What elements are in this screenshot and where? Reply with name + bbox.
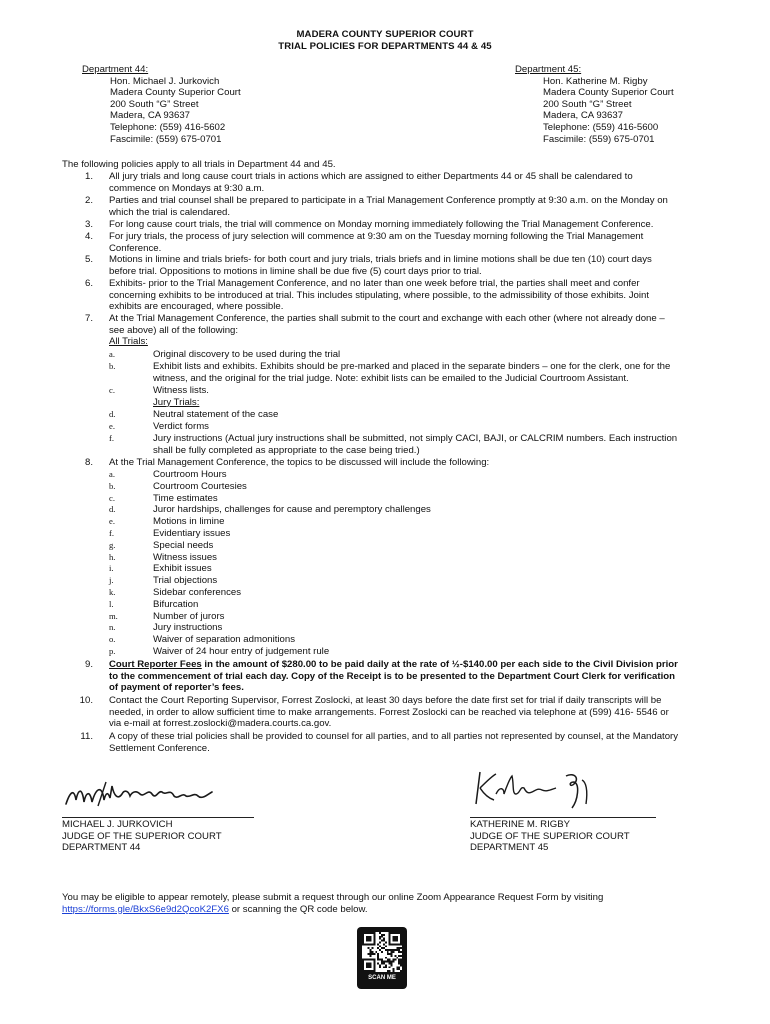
policy-line <box>109 659 678 671</box>
court-reporter-fees-label: Court Reporter Fees <box>109 659 202 670</box>
policy-8: At the Trial Management Conference, the topics to be discussed will include the following: <box>109 457 490 468</box>
dept44-line: Fascimile: (559) 675-0701 <box>110 133 222 145</box>
signature-line-right <box>470 817 656 818</box>
policy-line: Exhibit lists and exhibits. Exhibits should be pre-marked and placed in the separate binders – one for the clerk, one for the <box>153 361 671 372</box>
policy-7e: Verdict forms <box>153 421 209 432</box>
policy-8-topic: Witness issues <box>153 551 217 563</box>
department-45-title: Department 45: <box>515 64 582 75</box>
item-letter: p. <box>109 646 116 656</box>
policy-9 <box>109 659 678 694</box>
qr-code-card[interactable] <box>357 927 407 989</box>
item-number: 4. <box>84 231 93 242</box>
item-letter: n. <box>109 622 116 633</box>
policy-1 <box>109 171 633 194</box>
policy-line: Witness lists. <box>153 385 209 396</box>
item-letter: f. <box>109 528 115 538</box>
policy-line: shall be fully completed as appropriate to the case being tried.) <box>153 444 420 456</box>
policy-8-topic: Motions in limine <box>153 516 225 528</box>
item-letter: i. <box>109 563 114 574</box>
policy-line: Contact the Court Reporting Supervisor, Forrest Zoslocki, at least 30 days before the date first set for trial if daily transcripts will be <box>109 695 662 706</box>
policy-line: concerning exhibits to be introduced at trial. This includes stipulating, where possible, to the admissibility of those exhibits. Joint <box>109 289 650 301</box>
policy-8-topic: Bifurcation <box>153 598 199 610</box>
dept44-line: Telephone: (559) 416-5602 <box>110 121 226 133</box>
policy-line: witness, and the original for the trial judge. Note: exhibit lists can be emailed to the Judicial Courtroom Assistant. <box>153 372 629 384</box>
policy-7b <box>153 361 670 384</box>
policy-5 <box>109 254 652 277</box>
policy-line: needed, in order to allow sufficient time to make arrangements. Forrest Zoslocki can be reached via telephone at (599) 416- 5546 or <box>109 706 669 718</box>
dept44-line: Hon. Michael J. Jurkovich <box>110 75 220 87</box>
item-letter: c. <box>109 492 115 503</box>
policy-line: For long cause court trials, the trial will commence on Monday morning immediately following the Trial Management Conference. <box>109 219 654 230</box>
policy-line: Settlement Conference. <box>109 742 210 754</box>
dept45-line: 200 South “G” Street <box>543 98 632 110</box>
policy-7 <box>109 313 665 348</box>
item-letter: b. <box>109 480 116 491</box>
policy-6 <box>109 278 649 313</box>
court-name-heading: MADERA COUNTY SUPERIOR COURT <box>296 29 474 40</box>
policy-11 <box>109 731 678 754</box>
policy-line: Motions in limine and trials briefs- for both court and jury trials, trials briefs and in limine motions shall be due ten (10) court days <box>109 254 652 265</box>
jury-trials-subheading: Jury Trials: <box>153 396 200 408</box>
policy-line: of payment of reporter’s fees. <box>109 682 244 694</box>
policy-text: in the amount of $280.00 to be paid daily at the rate of ½-$140.00 per each side to the Civil Division prior <box>201 659 678 670</box>
remote-appearance-notice <box>62 892 603 915</box>
item-number: 6. <box>84 278 93 289</box>
policy-line: Exhibits- prior to the Trial Management Conference, and no later than one week before trial, the parties shall meet and confer <box>109 278 640 289</box>
item-letter: j. <box>109 575 114 586</box>
policy-line: Conference. <box>109 242 162 254</box>
policy-7c <box>153 385 209 408</box>
policy-3 <box>109 219 653 231</box>
item-number: 3. <box>84 219 93 230</box>
item-number: 10. <box>79 695 93 706</box>
item-letter: c. <box>109 385 115 395</box>
policy-line: At the Trial Management Conference, the parties shall submit to the court and exchange with each other (where not already done – <box>109 313 665 324</box>
qr-pattern-icon <box>362 932 402 972</box>
policy-8-topic: Jury instructions <box>153 622 223 634</box>
policy-8-topic: Sidebar conferences <box>153 587 241 598</box>
signature-block-right <box>470 819 630 854</box>
item-letter: o. <box>109 634 116 645</box>
item-letter: a. <box>109 469 115 479</box>
department-44-title: Department 44: <box>82 64 149 75</box>
policy-line: For jury trials, the process of jury selection will commence at 9:30 am on the Tuesday morning following the Trial Management <box>109 231 644 242</box>
judge-name: KATHERINE M. RIGBY <box>470 819 571 830</box>
rigby-signature-icon <box>470 764 600 814</box>
jurkovich-signature-icon <box>62 774 222 814</box>
item-number: 2. <box>84 195 93 206</box>
item-number: 9. <box>84 659 93 670</box>
judge-name: MICHAEL J. JURKOVICH <box>62 819 173 830</box>
item-number: 7. <box>84 313 93 324</box>
policy-10 <box>109 695 669 730</box>
remote-line <box>62 904 603 916</box>
item-letter: l. <box>109 598 114 609</box>
dept44-line: Madera, CA 93637 <box>110 110 191 122</box>
item-letter: h. <box>109 551 116 562</box>
policy-line: exhibits are encouraged, where possible. <box>109 301 284 313</box>
item-letter: m. <box>109 610 118 621</box>
policy-line: commence on Mondays at 9:30 a.m. <box>109 182 265 194</box>
policy-line: A copy of these trial policies shall be provided to counsel for all parties, and to all parties not represented by counsel, at the Mandatory <box>109 731 679 742</box>
judge-title: JUDGE OF THE SUPERIOR COURT <box>470 830 630 842</box>
policies-title-heading: TRIAL POLICIES FOR DEPARTMENTS 44 & 45 <box>278 41 492 52</box>
judge-department: DEPARTMENT 44 <box>62 842 141 854</box>
dept45-line: Madera, CA 93637 <box>543 110 624 122</box>
item-letter: k. <box>109 587 116 597</box>
item-letter: g. <box>109 539 116 550</box>
dept45-line: Fascimile: (559) 675-0701 <box>543 133 655 145</box>
dept45-line: Telephone: (559) 416-5600 <box>543 121 659 133</box>
policy-7f <box>153 433 677 456</box>
dept44-line: 200 South “G” Street <box>110 98 199 110</box>
zoom-request-form-link[interactable]: https://forms.gle/BkxS6e9d2QcoK2FX6 <box>62 903 229 915</box>
remote-line: You may be eligible to appear remotely, please submit a request through our online Zoom Appearance Request Form by visiting <box>62 892 604 903</box>
policy-8-topic: Number of jurors <box>153 610 225 622</box>
qr-code-icon <box>362 932 402 972</box>
dept44-line: Madera County Superior Court <box>110 87 241 99</box>
policy-line: see above) all of the following: <box>109 324 239 336</box>
remote-text: or scanning the QR code below. <box>228 903 368 915</box>
policy-2 <box>109 195 668 218</box>
policy-7a: Original discovery to be used during the trial <box>153 349 341 360</box>
item-number: 11. <box>80 731 93 742</box>
item-letter: a. <box>109 349 115 359</box>
policy-8-topic: Trial objections <box>153 575 218 587</box>
item-letter: d. <box>109 504 116 515</box>
policy-line: to the commencement of trial each day. Copy of the Receipt is to be presented to the Department Court Clerk for verification <box>109 670 675 682</box>
item-letter: e. <box>109 516 115 527</box>
policy-8-topic: Waiver of 24 hour entry of judgement rule <box>153 646 330 657</box>
intro-text: The following policies apply to all trials in Department 44 and 45. <box>62 159 336 170</box>
policy-8-topic: Courtroom Courtesies <box>153 480 247 492</box>
policy-line: before trial. Oppositions to motions in limine shall be due five (5) court days prior to trial. <box>109 265 482 277</box>
policy-line: All jury trials and long cause court trials in actions which are assigned to either Departments 44 or 45 shall be calendared to <box>109 171 633 182</box>
policy-4 <box>109 231 643 254</box>
dept45-line: Madera County Superior Court <box>543 87 674 99</box>
policy-8-topic: Waiver of separation admonitions <box>153 634 296 646</box>
policy-8-topic: Evidentiary issues <box>153 528 231 539</box>
scan-me-label: SCAN ME <box>368 975 396 981</box>
policy-line: which the trial is calendared. <box>109 206 231 218</box>
policy-line: Parties and trial counsel shall be prepared to participate in a Trial Management Conference promptly at 9:30 a.m. on the Monday on <box>109 195 668 206</box>
policy-8-topic: Juror hardships, challenges for cause and peremptory challenges <box>153 504 431 516</box>
item-number: 5. <box>84 254 93 265</box>
item-letter: d. <box>109 409 116 419</box>
item-number: 8. <box>84 457 93 468</box>
item-number: 1. <box>84 171 93 182</box>
policy-8-topic: Exhibit issues <box>153 563 212 575</box>
all-trials-subheading: All Trials: <box>109 336 148 348</box>
policy-8-topic: Special needs <box>153 539 214 551</box>
signature-line-left <box>62 817 254 818</box>
policy-8-topic: Courtroom Hours <box>153 469 227 480</box>
dept45-line: Hon. Katherine M. Rigby <box>543 75 648 87</box>
signature-block-left <box>62 819 222 854</box>
item-letter: f. <box>109 433 115 443</box>
policy-7d: Neutral statement of the case <box>153 409 279 420</box>
judge-department: DEPARTMENT 45 <box>470 842 549 854</box>
policy-line: via e-mail at forrest.zoslocki@madera.courts.ca.gov. <box>109 718 332 730</box>
item-letter: e. <box>109 421 115 431</box>
item-letter: b. <box>109 361 116 371</box>
policy-8-topic: Time estimates <box>153 492 218 504</box>
judge-title: JUDGE OF THE SUPERIOR COURT <box>62 830 222 842</box>
policy-line: Jury instructions (Actual jury instructions shall be submitted, not simply CACI, BAJI, or CALCRIM numbers. Each instruction <box>153 433 678 444</box>
